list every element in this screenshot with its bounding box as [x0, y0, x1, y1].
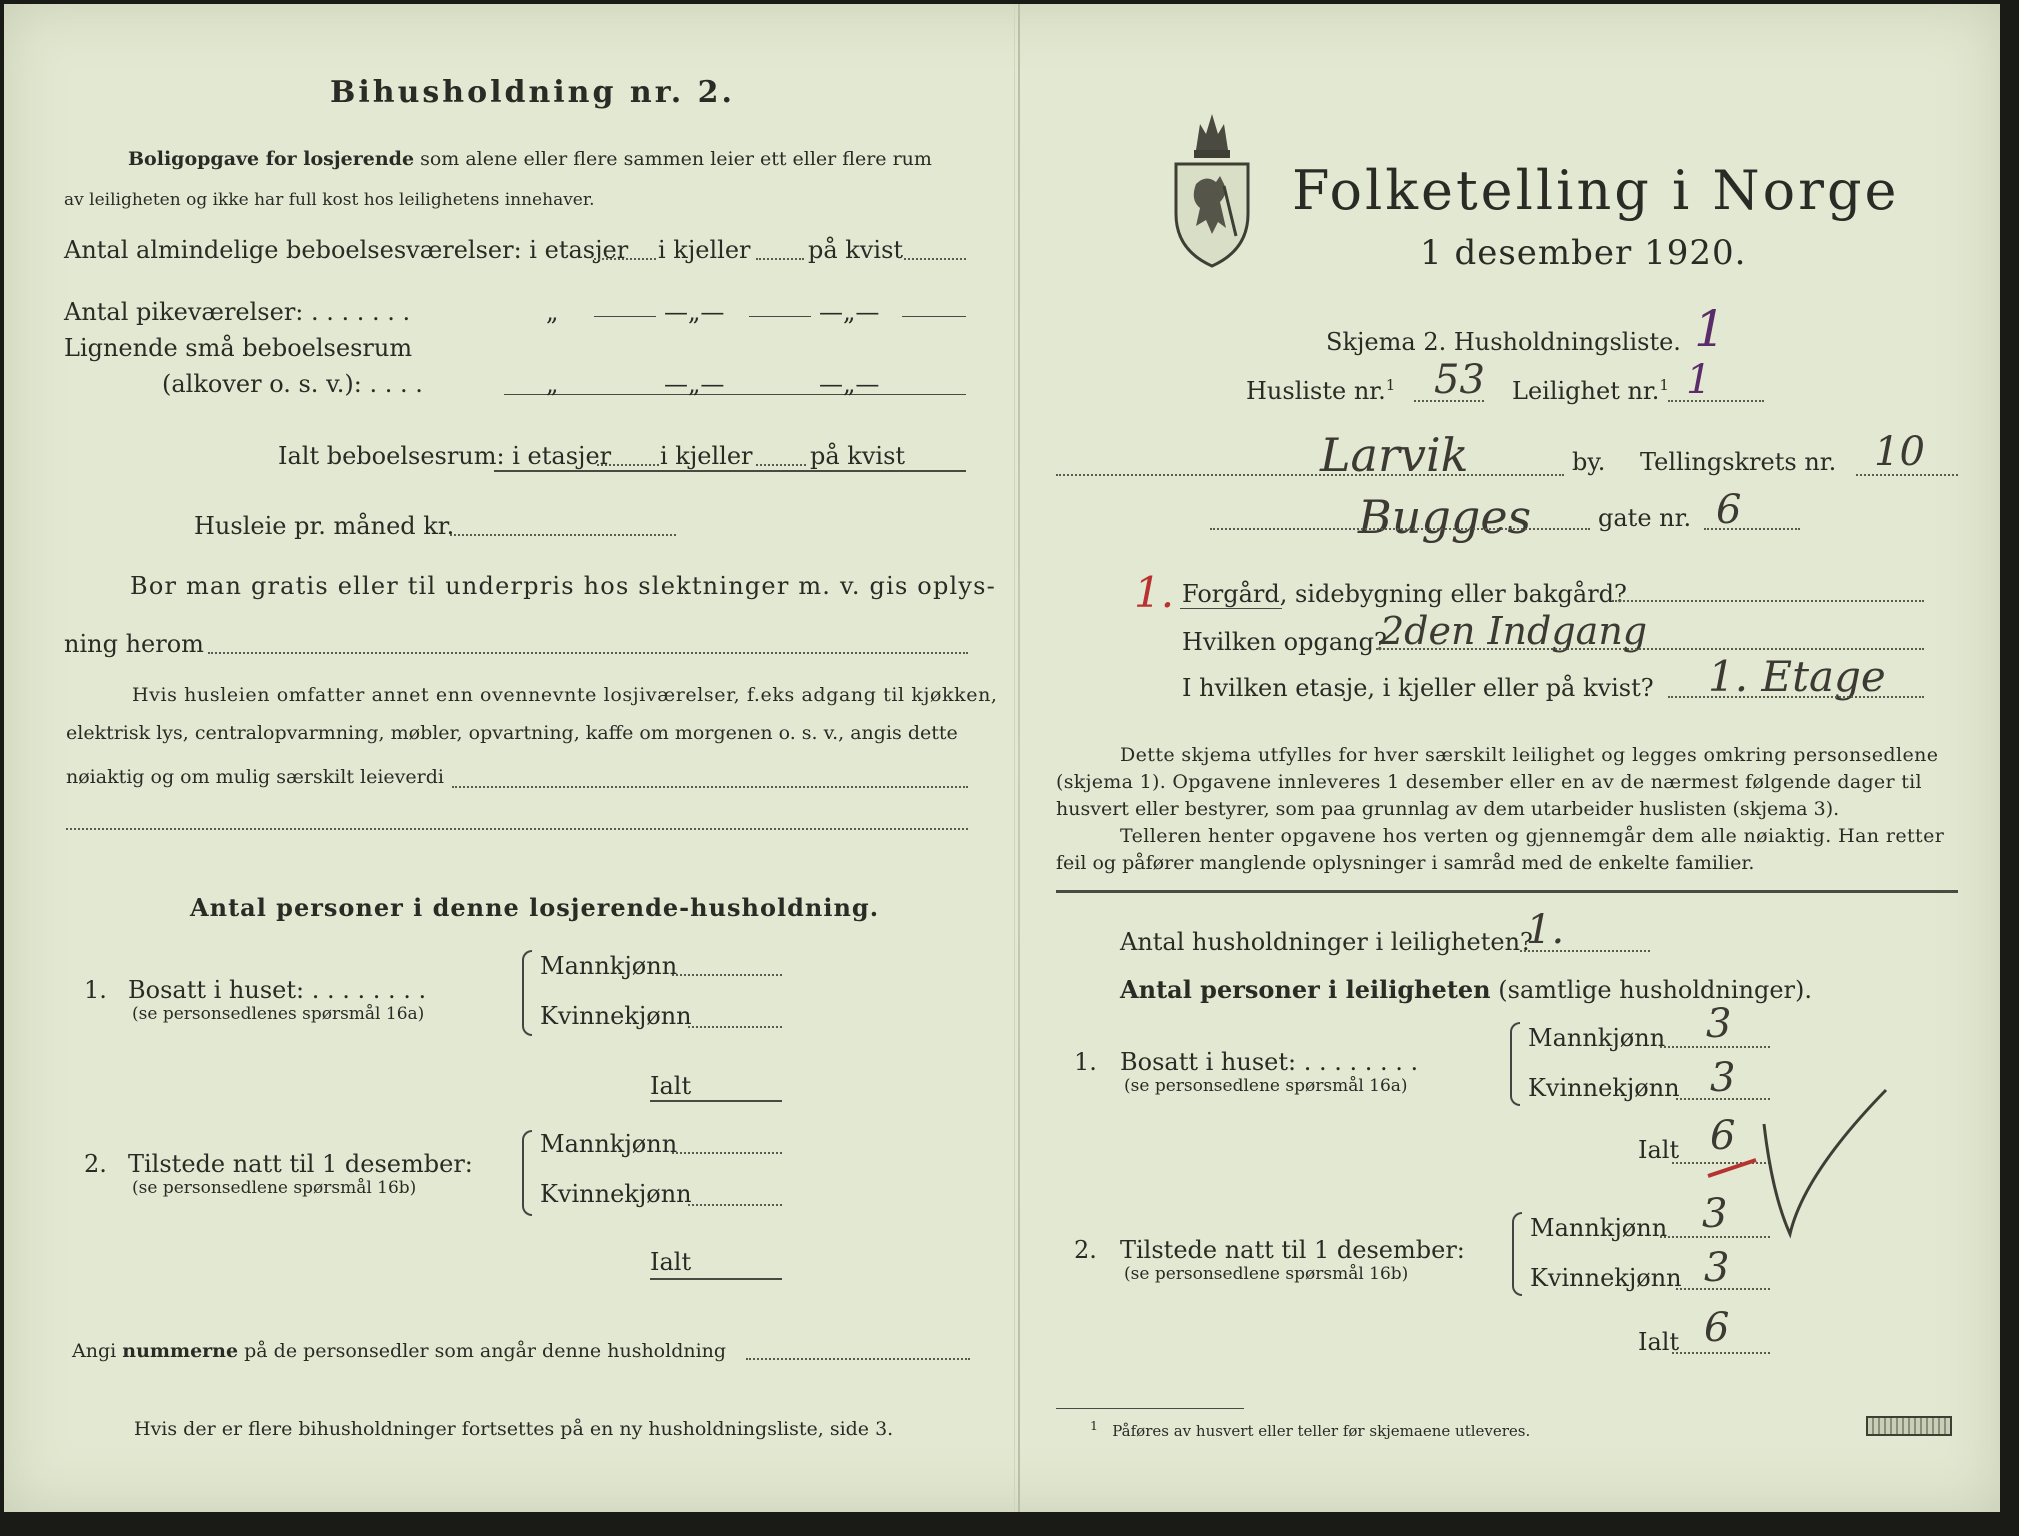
angi-field — [746, 1358, 970, 1360]
right-q1-kvinne-label: Kvinnekjønn — [1528, 1074, 1680, 1102]
printer-stamp-icon — [1866, 1416, 1952, 1436]
opgang-label: Hvilken opgang? — [1182, 628, 1387, 656]
right-q2-number: 2. — [1074, 1236, 1097, 1264]
info-line-1: Dette skjema utfylles for hver særskilt leilighet og legges omkring personsedlene — [1120, 744, 1939, 766]
right-q2-kvinne-hw: 3 — [1704, 1245, 1730, 1291]
left-q2-mann-field — [672, 1152, 782, 1154]
etasje-field — [1668, 696, 1924, 698]
left-q2-ialt-label: Ialt — [650, 1248, 692, 1276]
husliste-field — [1414, 400, 1484, 402]
antal-hush-hw: 1. — [1526, 907, 1565, 953]
census-form-sheet — [4, 4, 2000, 1512]
hvis-line-1: Hvis husleien omfatter annet enn ovennevnte losjiværelser, f.eks adgang til kjøkken, — [132, 684, 998, 706]
right-q2-kvinne-label: Kvinnekjønn — [1530, 1264, 1682, 1292]
left-q2-label: Tilstede natt til 1 desember: — [128, 1150, 473, 1178]
left-q1-ialt-rule — [650, 1100, 782, 1102]
info-line-4: Telleren henter opgavene hos verten og gjennemgår dem alle nøiaktig. Han retter — [1120, 825, 1945, 847]
info-line-5: feil og påfører manglende oplysninger i samråd med de enkelte familier. — [1056, 852, 1755, 874]
form-date: 1 desember 1920. — [1420, 233, 1747, 273]
right-q1-number: 1. — [1074, 1048, 1097, 1076]
pike-line-1 — [594, 316, 656, 317]
info-divider — [1056, 890, 1958, 893]
rooms-label: Antal almindelige beboelsesværelser: i etasjer — [64, 236, 629, 264]
hvis-field-2 — [66, 828, 968, 830]
leilighet-number-hw: 1 — [1686, 357, 1712, 403]
left-q2-mann-label: Mannkjønn — [540, 1130, 678, 1158]
bor-field — [208, 652, 968, 654]
right-q2-mann-hw: 3 — [1702, 1191, 1728, 1237]
hvis-field — [452, 786, 968, 788]
left-antal-heading: Antal personer i denne losjerende-husholdning. — [190, 893, 880, 922]
right-q1-mann-label: Mannkjønn — [1528, 1024, 1666, 1052]
pike-ditto-2: —„— — [664, 298, 725, 326]
form-title: Folketelling i Norge — [1292, 159, 1900, 222]
bor-line-2: ning herom — [64, 630, 204, 658]
right-q1-kvinne-hw: 3 — [1710, 1055, 1736, 1101]
right-q2-sub: (se personsedlene spørsmål 16b) — [1124, 1264, 1409, 1284]
by-label: by. — [1572, 448, 1606, 476]
right-q1-ialt-hw: 6 — [1710, 1113, 1736, 1159]
forgaard-label: Forgård, sidebygning eller bakgård? — [1182, 580, 1627, 608]
opgang-field — [1376, 648, 1924, 650]
pike-line-3 — [902, 316, 966, 317]
leilighet-label: Leilighet nr.$^1$ — [1512, 376, 1669, 405]
lignende-ditto-1: „ — [546, 370, 559, 398]
left-q2-kvinne-field — [688, 1204, 782, 1206]
forgaard-underline — [1180, 608, 1282, 609]
street-hw: Bugges — [1358, 490, 1532, 544]
left-q2-number: 2. — [84, 1150, 107, 1178]
right-q2-label: Tilstede natt til 1 desember: — [1120, 1236, 1465, 1264]
right-q2-ialt-hw: 6 — [1704, 1305, 1730, 1351]
antal-hush-label: Antal husholdninger i leiligheten? — [1120, 928, 1533, 956]
rooms-kjeller-label: i kjeller — [658, 236, 751, 264]
gate-field — [1704, 528, 1800, 530]
norwegian-coat-of-arms-icon — [1166, 110, 1258, 268]
rooms-kjeller-field — [756, 258, 804, 260]
left-footer-note: Hvis der er flere bihusholdninger fortsettes på en ny husholdningsliste, side 3. — [134, 1418, 894, 1440]
right-q2-brace — [1512, 1212, 1522, 1296]
gate-number-hw: 6 — [1716, 487, 1742, 533]
pike-ditto-3: —„— — [819, 298, 880, 326]
right-q2-ialt-label: Ialt — [1638, 1328, 1680, 1356]
right-q2-ialt-field — [1672, 1352, 1770, 1354]
gate-label: gate nr. — [1598, 504, 1692, 532]
etasje-label: I hvilken etasje, i kjeller eller på kvist? — [1182, 674, 1654, 702]
left-q1-brace — [522, 950, 532, 1036]
left-q1-mann-label: Mannkjønn — [540, 952, 678, 980]
ialt-kjeller-field — [756, 464, 806, 466]
footnote-rule — [1056, 1408, 1244, 1409]
angi-line: Angi nummerne på de personsedler som angår denne husholdning — [72, 1340, 727, 1362]
ialt-rooms-rule — [494, 470, 966, 472]
left-q1-label: Bosatt i huset: . . . . . . . . — [128, 976, 427, 1004]
left-q2-ialt-rule — [650, 1278, 782, 1280]
pike-ditto-1: „ — [546, 298, 559, 326]
right-q1-mann-hw: 3 — [1706, 1001, 1732, 1047]
page-fold-shadow — [1014, 4, 1015, 1512]
husliste-number-hw: 53 — [1434, 357, 1485, 403]
skjema-number-hw: 1 — [1694, 300, 1726, 358]
ialt-rooms-label: Ialt beboelsesrum: i etasjer — [278, 442, 612, 470]
krets-label: Tellingskrets nr. — [1640, 448, 1837, 476]
right-q1-brace — [1510, 1022, 1520, 1106]
left-heading: Bihusholdning nr. 2. — [330, 75, 735, 110]
left-q1-ialt-label: Ialt — [650, 1072, 692, 1100]
city-field — [1056, 474, 1564, 476]
left-q2-sub: (se personsedlene spørsmål 16b) — [132, 1178, 417, 1198]
intro-line-1: Boligopgave for losjerende som alene eller flere sammen leier ett eller flere rum — [128, 148, 932, 170]
forgaard-field — [1612, 600, 1924, 602]
right-q2-mann-label: Mannkjønn — [1530, 1214, 1668, 1242]
right-q1-ialt-label: Ialt — [1638, 1136, 1680, 1164]
krets-field — [1856, 474, 1958, 476]
left-q1-mann-field — [672, 974, 782, 976]
hvis-line-3: nøiaktig og om mulig særskilt leieverdi — [66, 766, 444, 788]
left-q2-kvinne-label: Kvinnekjønn — [540, 1180, 692, 1208]
right-q1-sub: (se personsedlene spørsmål 16a) — [1124, 1076, 1408, 1096]
krets-number-hw: 10 — [1874, 429, 1925, 475]
husleie-field — [450, 534, 676, 536]
rooms-kvist-field — [904, 258, 966, 260]
footnote-text: $^1$ Påføres av husvert eller teller før skjemaene utleveres. — [1090, 1418, 1531, 1440]
pike-line-2 — [749, 316, 811, 317]
skjema-label: Skjema 2. Husholdningsliste. — [1326, 328, 1681, 356]
left-q1-number: 1. — [84, 976, 107, 1004]
right-q1-label: Bosatt i huset: . . . . . . . . — [1120, 1048, 1419, 1076]
right-q2-kvinne-field — [1676, 1288, 1770, 1290]
lignende-ditto-3: —„— — [819, 370, 880, 398]
lignende-ditto-2: —„— — [664, 370, 725, 398]
left-q1-kvinne-label: Kvinnekjønn — [540, 1002, 692, 1030]
city-hw: Larvik — [1320, 428, 1469, 482]
right-q1-mann-field — [1660, 1046, 1770, 1048]
lignende-label-1: Lignende små beboelsesrum — [64, 334, 413, 362]
info-line-2: (skjema 1). Opgavene innleveres 1 desember eller en av de nærmest følgende dager til — [1056, 771, 1922, 793]
ialt-etasjer-field — [597, 464, 659, 466]
hvis-line-2: elektrisk lys, centralopvarmning, møbler, opvartning, kaffe om morgenen o. s. v., angis dette — [66, 722, 958, 744]
intro-line-2: av leiligheten og ikke har full kost hos leilighetens innehaver. — [64, 190, 595, 210]
lignende-underline — [504, 394, 966, 395]
ialt-kvist-label: på kvist — [810, 442, 906, 470]
left-q1-kvinne-field — [688, 1026, 782, 1028]
bor-line-1: Bor man gratis eller til underpris hos slektninger m. v. gis oplys- — [130, 572, 996, 600]
left-q2-brace — [522, 1130, 532, 1216]
pike-label: Antal pikeværelser: . . . . . . . — [64, 298, 411, 326]
right-q2-mann-field — [1660, 1236, 1770, 1238]
opgang-hw: 2den Indgang — [1380, 609, 1648, 653]
rooms-kvist-label: på kvist — [808, 236, 904, 264]
ialt-kjeller-label: i kjeller — [660, 442, 753, 470]
antal-hush-field — [1520, 950, 1650, 952]
info-line-3: husvert eller bestyrer, som paa grunnlag av dem utarbeider huslisten (skjema 3). — [1056, 798, 1840, 820]
forgaard-mark-hw: 1. — [1134, 568, 1175, 617]
page-fold — [1018, 4, 1020, 1512]
antal-pers-line: Antal personer i leiligheten (samtlige husholdninger). — [1120, 975, 1813, 1004]
street-field — [1210, 528, 1590, 530]
husleie-label: Husleie pr. måned kr. — [194, 512, 455, 540]
leilighet-field — [1668, 400, 1764, 402]
husliste-label: Husliste nr.$^1$ — [1246, 376, 1396, 405]
lignende-label-2: (alkover o. s. v.): . . . . — [162, 370, 423, 398]
rooms-etasjer-field — [594, 258, 656, 260]
left-q1-sub: (se personsedlenes spørsmål 16a) — [132, 1004, 425, 1024]
etasje-hw: 1. Etage — [1708, 652, 1886, 701]
